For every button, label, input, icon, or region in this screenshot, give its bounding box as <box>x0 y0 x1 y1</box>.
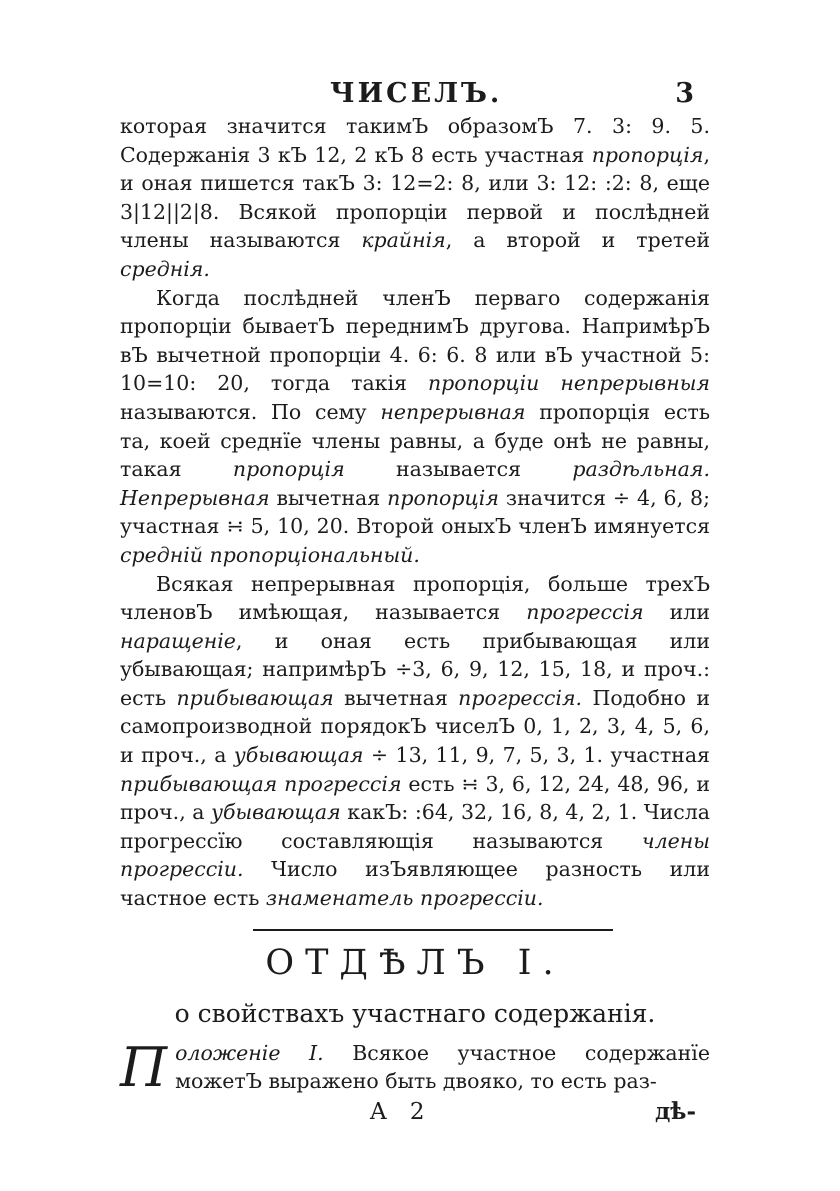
text-run: Когда послѣдней членЪ перваго содержанія пропорціи бываетЪ переднимЪ другова. НапримѣрЪ вЪ вычетной пропорціи 4. 6: 6. 8 или вЪ участной 5: 10=10: 20, тогда такія <box>120 285 710 396</box>
paragraph <box>120 112 710 284</box>
paragraph <box>120 284 710 570</box>
text-run: , и оная есть прибывающая или убывающая; напримѣрЪ ÷3, 6, 9, 12, 15, 18, и проч.: есть <box>120 628 710 710</box>
italic-term: убывающая <box>211 800 341 825</box>
italic-term: непрерывная <box>380 399 526 424</box>
italic-term: оложеніе I. <box>175 1040 324 1065</box>
text-run: какЪ: :64, 32, 16, 8, 4, 2, 1. Числа прогрессїю составляющія называются <box>120 800 711 853</box>
page-number: 3 <box>675 78 694 109</box>
running-title: ЧИСЕЛЪ. <box>330 78 503 109</box>
italic-term: члены прогрессіи. <box>120 828 710 882</box>
section-subtitle: о свойствахъ участнаго содержанія. <box>174 998 656 1028</box>
italic-term: пропорціи непрерывныя <box>427 371 710 396</box>
paragraph <box>120 570 710 913</box>
italic-term: среднія. <box>120 256 210 281</box>
text-run: Подобно и самопроизводной порядокЪ чиселЪ 0, 1, 2, 3, 4, 5, 6, и проч., а <box>120 685 710 768</box>
proposition-paragraph <box>120 1035 711 1099</box>
section-divider <box>253 929 613 931</box>
italic-term: средній пропорціональный. <box>120 542 420 567</box>
text-run: Всякая непрерывная пропорція, больше трехЪ членовЪ имѣющая, называется <box>120 571 710 625</box>
italic-term: раздѣльная. Непрерывная <box>120 457 710 510</box>
body-text <box>120 112 710 913</box>
text-run: Число изЪявляющее разность или частное есть <box>120 857 710 911</box>
italic-term: пропорція <box>591 142 704 167</box>
italic-term: прибывающая прогрессія <box>120 771 402 796</box>
text-run: есть ∺ 3, 6, 12, 24, 48, 96, и проч., а <box>120 771 710 825</box>
text-run: которая значится такимЪ образомЪ 7. 3: 9. 5. Содержанія 3 кЪ 12, 2 кЪ 8 есть участная <box>120 114 710 167</box>
italic-term: прибывающая <box>176 685 334 710</box>
section-title: ОТДѢЛЪ I. <box>265 942 565 983</box>
book-page <box>120 72 710 1126</box>
signature-mark: A 2 <box>370 1098 433 1125</box>
italic-term: наращеніе <box>120 628 236 653</box>
italic-term: прогрессія. <box>458 685 583 710</box>
text-run: , а второй и третей <box>445 228 710 253</box>
page-footer <box>120 1096 710 1126</box>
text-run: называется <box>344 457 573 482</box>
text-run: ÷ 13, 11, 9, 7, 5, 3, 1. участная <box>363 743 710 768</box>
italic-term: пропорція <box>232 457 345 482</box>
text-run: Всякое участное содержанїе можетЪ выражено быть двояко, то есть раз- <box>175 1040 711 1094</box>
text-run: или <box>643 600 710 625</box>
text-run: пропорція есть та, коей среднїе члены равны, а буде онѣ не равны, такая <box>120 399 711 482</box>
italic-term: прогрессія <box>526 600 644 625</box>
drop-cap: П <box>120 1035 168 1099</box>
text-run: вычетная <box>269 485 388 510</box>
italic-term: крайнія <box>361 228 446 253</box>
text-run: вычетная <box>333 685 459 710</box>
text-run: , и оная пишется такЪ 3: 12=2: 8, или 3: 12: :2: 8, еще 3|12||2|8. Всякой пропорціи первой и послѣдней члены называются <box>120 142 710 253</box>
italic-term: знаменатель прогрессіи. <box>265 886 544 911</box>
italic-term: убывающая <box>233 743 364 768</box>
italic-term: пропорція <box>387 485 499 510</box>
text-run: значится ÷ 4, 6, 8; участная ∺ 5, 10, 20. Второй оныхЪ членЪ имянуется <box>120 485 710 539</box>
page-header <box>120 72 710 112</box>
text-run: называются. По сему <box>120 399 381 424</box>
catchword: дѣ- <box>654 1097 696 1125</box>
